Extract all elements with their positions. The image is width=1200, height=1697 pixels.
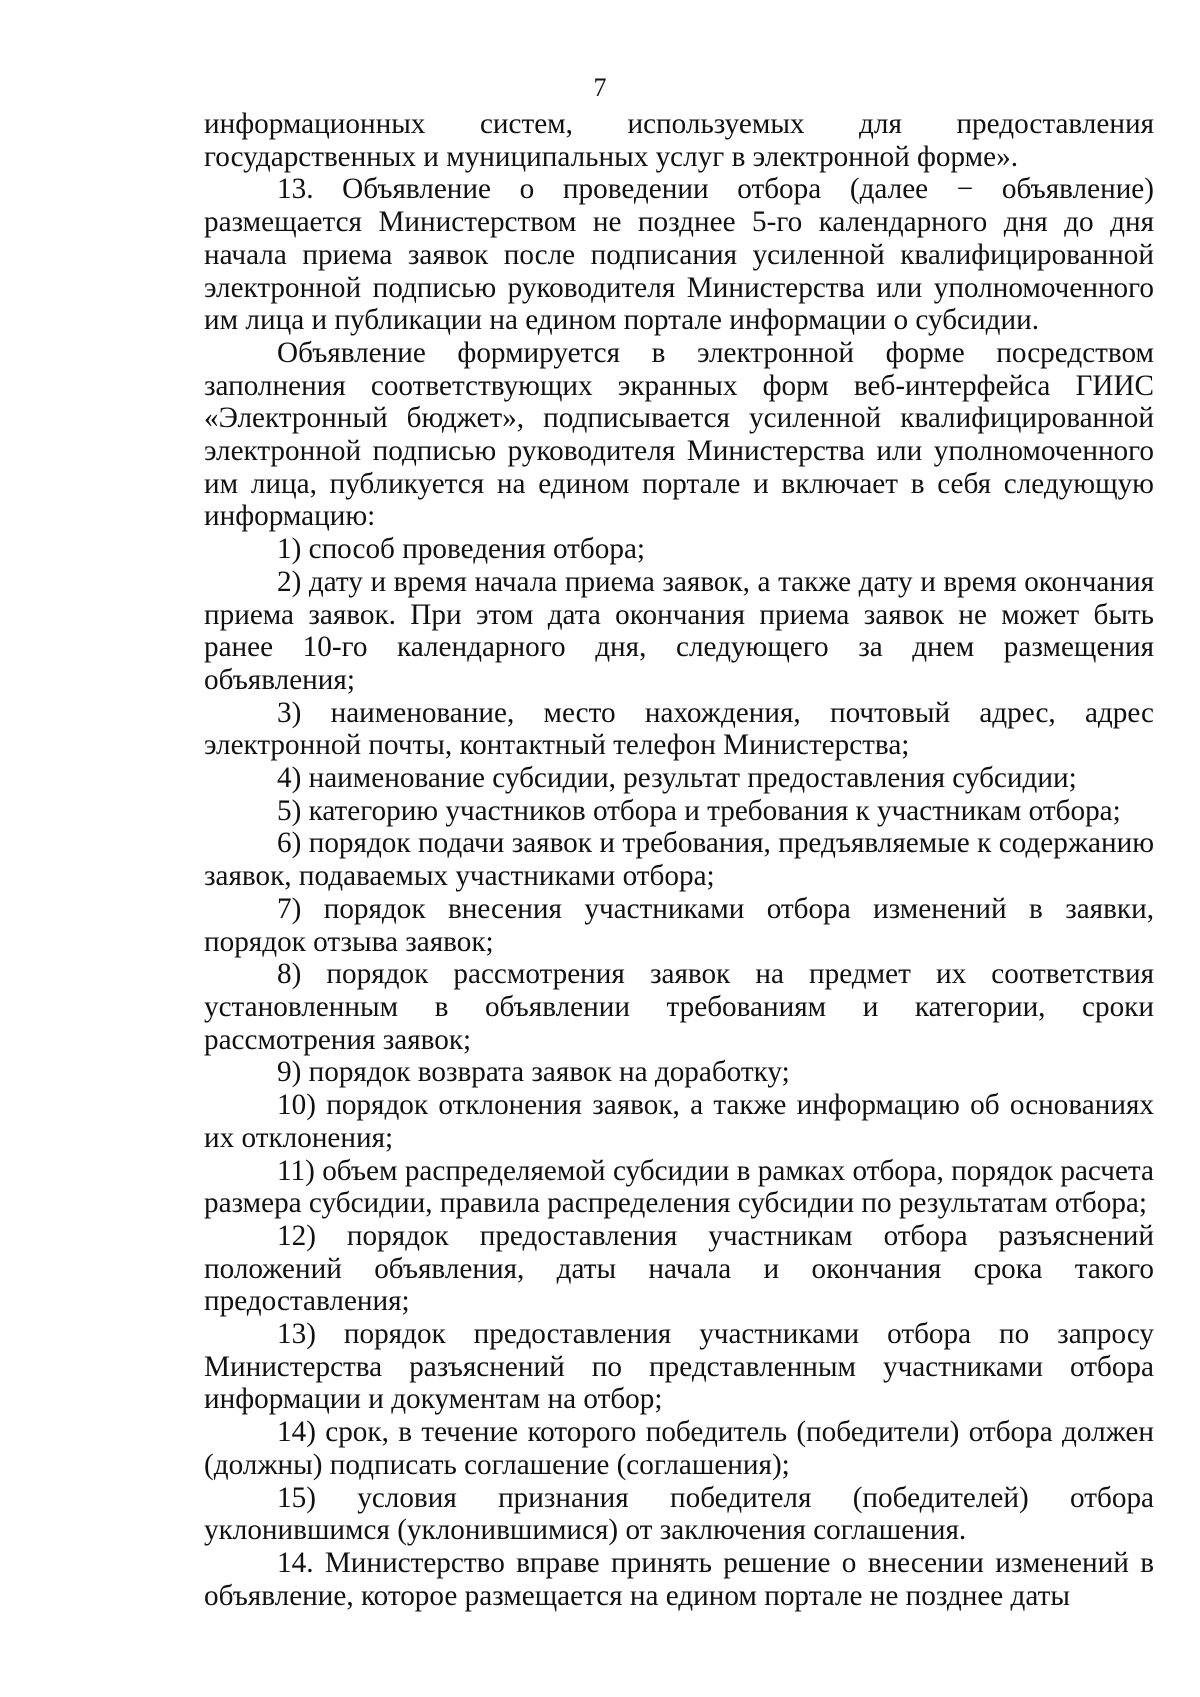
list-item-6: 6) порядок подачи заявок и требования, предъявляемые к содержанию заявок, подаваемых участниками отбора; [204,827,1154,893]
paragraph-14: 14. Министерство вправе принять решение о внесении изменений в объявление, которое размещается на едином портале не позднее даты [204,1546,1154,1612]
list-item-7: 7) порядок внесения участниками отбора изменений в заявки, порядок отзыва заявок; [204,892,1154,958]
list-item-3: 3) наименование, место нахождения, почтовый адрес, адрес электронной почты, контактный телефон Министерства; [204,696,1154,762]
list-item-1: 1) способ проведения отбора; [277,533,646,566]
list-item-11: 11) объем распределяемой субсидии в рамках отбора, порядок расчета размера субсидии, правила распределения субсидии по результатам отбора; [204,1154,1154,1220]
document-body [204,108,1154,1612]
list-item-14: 14) срок, в течение которого победитель (победители) отбора должен (должны) подписать соглашение (соглашения); [204,1416,1154,1481]
paragraph-3: Объявление формируется в электронной форме посредством заполнения соответствующих экранных форм веб-интерфейса ГИИС «Электронный бюджет», подписывается усиленной квалифицированной электронной подписью руководителя Министерства или уполномоченного им лица, публикуется на едином портале и включает в себя следующую информацию: [204,336,1154,533]
list-item-15: 15) условия признания победителя (победителей) отбора уклонившимся (уклонившимися) от заключения соглашения. [204,1481,1154,1547]
list-item-2: 2) дату и время начала приема заявок, а также дату и время окончания приема заявок. При этом дата окончания приема заявок не может быть ранее 10-го календарного дня, следующего за днем размещения объявления; [204,565,1154,696]
list-item-4: 4) наименование субсидии, результат предоставления субсидии; [277,762,1077,795]
list-item-8: 8) порядок рассмотрения заявок на предмет их соответствия установленным в объявлении требованиям и категории, сроки рассмотрения заявок; [204,958,1154,1056]
list-item-5: 5) категорию участников отбора и требования к участникам отбора; [277,794,1121,827]
list-item-12: 12) порядок предоставления участникам отбора разъяснений положений объявления, даты начала и окончания срока такого предоставления; [204,1219,1154,1318]
list-item-9: 9) порядок возврата заявок на доработку; [277,1056,790,1089]
list-item-10: 10) порядок отклонения заявок, а также информацию об основаниях их отклонения; [204,1089,1154,1154]
paragraph-1: информационных систем, используемых для предоставления государственных и муниципальных услуг в электронной форме». [204,108,1154,173]
list-item-13: 13) порядок предоставления участниками отбора по запросу Министерства разъяснений по представленным участниками отбора информации и документам на отбор; [204,1318,1154,1416]
paragraph-2: 13. Объявление о проведении отбора (далее − объявление) размещается Министерством не позднее 5-го календарного дня до дня начала приема заявок после подписания усиленной квалифицированной электронной подписью руководителя Министерства или уполномоченного им лица и публикации на едином портале информации о субсидии. [204,173,1154,337]
page-number: 7 [593,73,607,102]
